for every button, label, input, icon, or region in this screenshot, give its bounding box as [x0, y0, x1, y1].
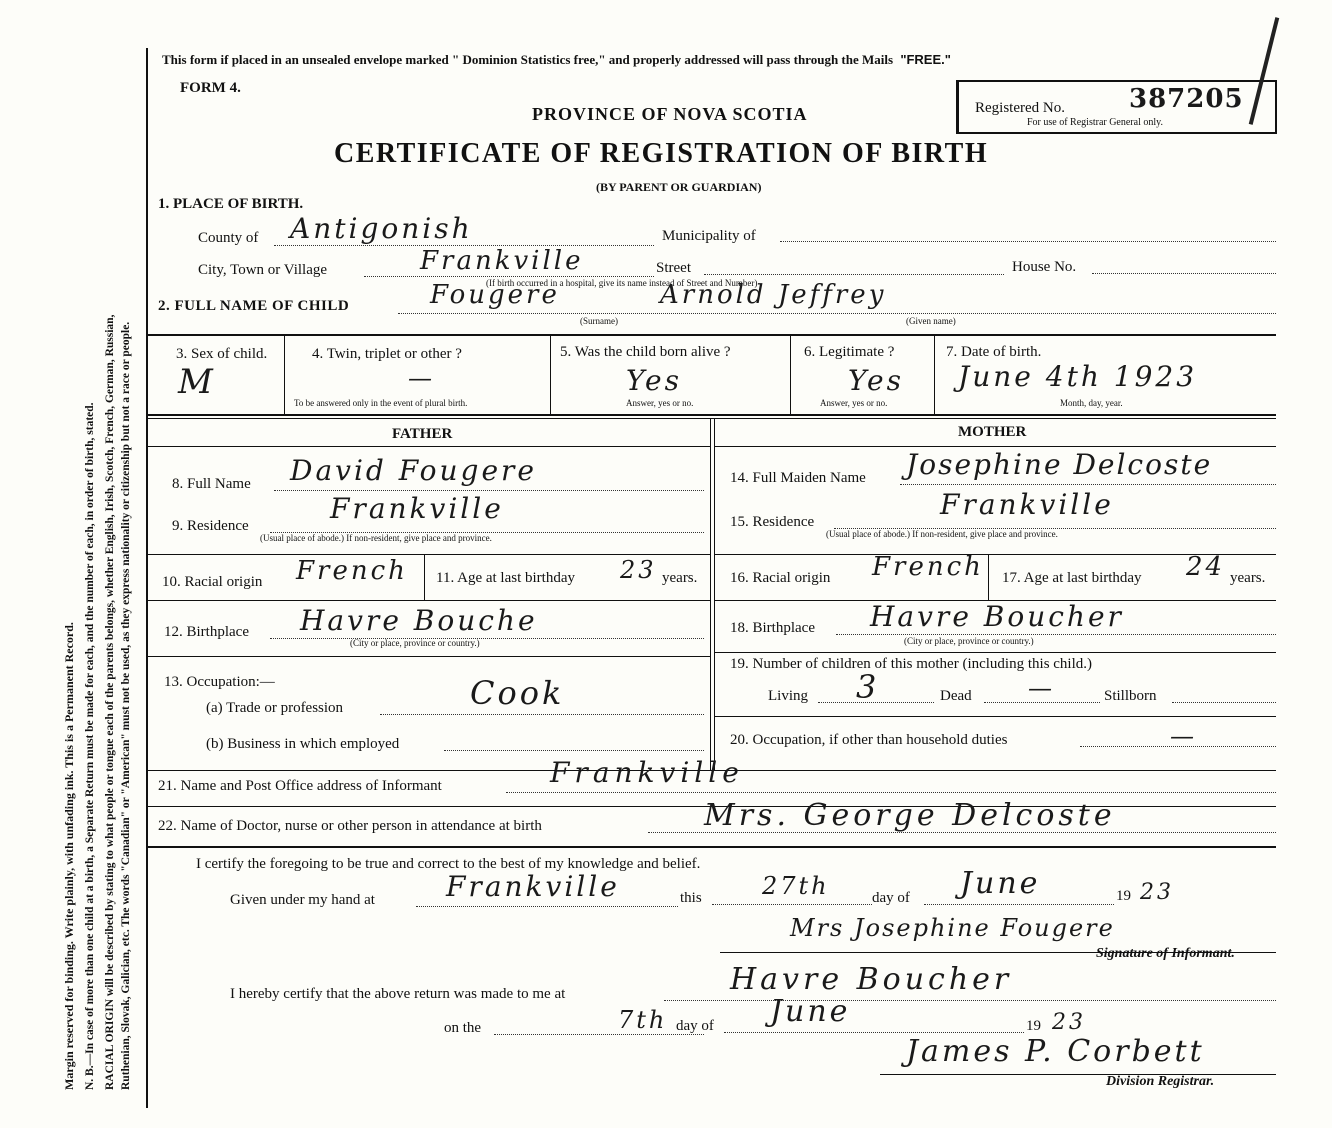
dob-value: June 4th 1923	[958, 360, 1198, 393]
mother-birthplace-dotted-line	[836, 634, 1276, 635]
divider	[550, 336, 551, 414]
registrar-day-dotted-line	[494, 1034, 704, 1035]
informant-dotted-line	[506, 792, 1276, 793]
city-label: City, Town or Village	[198, 262, 328, 278]
business-label: (b) Business in which employed	[206, 736, 400, 752]
registrar-day-value: 7th	[618, 1006, 668, 1034]
child-name-label: 2. FULL NAME OF CHILD	[158, 298, 350, 314]
certify-day-of-label: day of	[872, 890, 910, 906]
divider	[934, 336, 935, 414]
city-dotted-line	[364, 276, 654, 277]
form-left-border	[146, 48, 148, 1108]
father-age-value: 23	[620, 556, 657, 584]
mother-birthplace-value: Havre Boucher	[870, 600, 1124, 633]
registrar-place-dotted-line	[664, 1000, 1276, 1001]
doctor-label: 22. Name of Doctor, nurse or other person in attendance at birth	[158, 818, 542, 834]
father-occupation-label: 13. Occupation:—	[164, 674, 275, 690]
certificate-subtitle: (BY PARENT OR GUARDIAN)	[596, 180, 762, 194]
mother-birthplace-note: (City or place, province or country.)	[904, 636, 1034, 646]
dead-dotted-line	[984, 702, 1100, 703]
twin-value: —	[408, 364, 435, 392]
registrar-signature: James P. Corbett	[906, 1034, 1205, 1069]
mother-residence-note: (Usual place of abode.) If non-resident, give place and province.	[826, 529, 1058, 539]
certify-day-value: 27th	[762, 872, 830, 900]
mother-rule-5	[714, 716, 1276, 717]
certify-statement: I certify the foregoing to be true and correct to the best of my knowledge and belief.	[196, 856, 701, 872]
legitimate-note: Answer, yes or no.	[820, 398, 888, 408]
this-label: this	[680, 890, 702, 906]
street-note: (If birth occurred in a hospital, give its name instead of Street and Number)	[486, 278, 758, 288]
registrar-signature-label: Division Registrar.	[1106, 1074, 1215, 1089]
doctor-value: Mrs. George Delcoste	[704, 798, 1116, 833]
registrar-month-dotted-line	[724, 1032, 1024, 1033]
father-race-label: 10. Racial origin	[162, 574, 263, 590]
form-number: FORM 4.	[180, 80, 241, 96]
child-surname: Fougere	[430, 280, 560, 310]
dead-label: Dead	[940, 688, 972, 704]
registrar-day-of-label: day of	[676, 1018, 714, 1034]
informant-value: Frankville	[550, 756, 744, 789]
on-the-label: on the	[444, 1020, 482, 1036]
registrar-signature-line	[880, 1074, 1276, 1075]
mother-residence-label: 15. Residence	[730, 514, 815, 530]
mother-name-label: 14. Full Maiden Name	[730, 470, 866, 486]
father-residence-value: Frankville	[330, 492, 504, 525]
living-value: 3	[856, 668, 880, 706]
father-race-age-divider	[424, 554, 425, 600]
sex-value: M	[178, 362, 216, 402]
child-name-dotted-line	[398, 313, 1276, 314]
mother-years-label: years.	[1230, 570, 1266, 586]
house-dotted-line	[1092, 273, 1276, 274]
mother-age-label: 17. Age at last birthday	[1002, 570, 1142, 586]
county-label: County of	[198, 230, 259, 246]
mother-age-value: 24	[1186, 552, 1226, 582]
mail-notice-free: "FREE."	[900, 52, 951, 67]
father-residence-note: (Usual place of abode.) If non-resident, give place and province.	[260, 533, 492, 543]
mother-name-dotted-line	[900, 484, 1276, 485]
registrar-year-value: 23	[1052, 1010, 1086, 1035]
mother-race-value: French	[872, 552, 984, 582]
father-birthplace-dotted-line	[270, 638, 704, 639]
certify-year-prefix: 19	[1116, 888, 1131, 904]
certify-year-value: 23	[1140, 880, 1174, 905]
mail-notice	[162, 52, 951, 68]
father-age-label: 11. Age at last birthday	[436, 570, 575, 586]
mother-residence-value: Frankville	[940, 488, 1114, 521]
certify-month-value: June	[960, 866, 1041, 901]
dob-label: 7. Date of birth.	[946, 344, 1042, 360]
informant-signature-label: Signature of Informant.	[1096, 946, 1235, 961]
father-birthplace-value: Havre Bouche	[300, 604, 538, 637]
registered-box	[956, 80, 1277, 134]
municipality-dotted-line	[780, 241, 1276, 242]
certify-day-dotted-line	[712, 904, 872, 905]
mother-heading: MOTHER	[958, 424, 1027, 440]
father-rule-3	[148, 600, 710, 601]
mother-race-age-divider	[988, 554, 989, 600]
certify-month-dotted-line	[924, 904, 1114, 905]
living-label: Living	[768, 688, 808, 704]
father-rule	[148, 446, 710, 447]
section-divider	[148, 418, 1276, 419]
trade-value: Cook	[470, 674, 565, 712]
mail-notice-text: This form if placed in an unsealed envelope marked " Dominion Statistics free," and properly addressed will pass through the Mails	[162, 52, 894, 67]
registered-number: 387205	[1129, 84, 1244, 114]
registrar-year-prefix: 19	[1026, 1018, 1041, 1034]
registrar-month-value: June	[770, 994, 851, 1029]
margin-note-3: RACIAL ORIGIN will be described by stating to what people or tongue each of the parents belongs, whether English, Irish, Scotch, French, German, Russian,	[104, 314, 116, 1090]
father-rule-2	[148, 554, 710, 555]
alive-note: Answer, yes or no.	[626, 398, 694, 408]
father-race-value: French	[296, 556, 408, 586]
registered-label: Registered No.	[975, 100, 1065, 116]
county-value: Antigonish	[290, 212, 473, 245]
parent-divider-left	[710, 418, 711, 770]
province-heading: PROVINCE OF NOVA SCOTIA	[532, 104, 808, 124]
mother-occupation-label: 20. Occupation, if other than household duties	[730, 732, 1008, 748]
registrar-place-value: Havre Boucher	[730, 962, 1013, 997]
section-divider-4	[148, 846, 1276, 848]
given-place-dotted-line	[416, 906, 678, 907]
father-name-dotted-line	[274, 490, 704, 491]
informant-signature: Mrs Josephine Fougere	[790, 914, 1115, 942]
mother-race-label: 16. Racial origin	[730, 570, 831, 586]
father-years-label: years.	[662, 570, 698, 586]
surname-note: (Surname)	[580, 316, 618, 326]
business-dotted-line	[444, 750, 704, 751]
alive-value: Yes	[626, 364, 682, 397]
child-given-name: Arnold Jeffrey	[660, 280, 887, 310]
mother-rule-4	[714, 652, 1276, 653]
divider	[790, 336, 791, 414]
father-name-value: David Fougere	[290, 454, 537, 487]
stillborn-dotted-line	[1172, 702, 1276, 703]
trade-dotted-line	[380, 714, 704, 715]
stillborn-label: Stillborn	[1104, 688, 1157, 704]
registered-note: For use of Registrar General only.	[1027, 117, 1163, 128]
father-residence-label: 9. Residence	[172, 518, 249, 534]
children-count-label: 19. Number of children of this mother (including this child.)	[730, 656, 1093, 672]
given-place-value: Frankville	[446, 870, 620, 903]
margin-note-1: Margin reserved for binding. Write plainly, with unfading ink. This is a Permanent Record.	[62, 622, 76, 1090]
dead-value: —	[1028, 674, 1055, 702]
alive-label: 5. Was the child born alive ?	[560, 344, 731, 360]
given-name-note: (Given name)	[906, 316, 956, 326]
margin-note-4: Ruthenian, Slovak, Galician, etc. The words "Canadian" or "American" must not be used, as they express nationality or citizenship but not a race or people.	[120, 321, 132, 1090]
street-label: Street	[656, 260, 691, 276]
mother-birthplace-label: 18. Birthplace	[730, 620, 815, 636]
father-birthplace-label: 12. Birthplace	[164, 624, 249, 640]
dob-note: Month, day, year.	[1060, 398, 1123, 408]
trade-label: (a) Trade or profession	[206, 700, 344, 716]
registrar-statement: I hereby certify that the above return was made to me at	[230, 986, 566, 1002]
city-value: Frankville	[420, 246, 584, 276]
mother-rule	[714, 446, 1276, 447]
father-rule-4	[148, 656, 710, 657]
mother-name-value: Josephine Delcoste	[906, 448, 1213, 481]
divider	[284, 336, 285, 414]
place-of-birth-label: 1. PLACE OF BIRTH.	[158, 196, 304, 212]
father-name-label: 8. Full Name	[172, 476, 251, 492]
father-heading: FATHER	[392, 426, 453, 442]
vital-facts-row	[148, 334, 1276, 416]
house-label: House No.	[1012, 259, 1077, 275]
certificate-title: CERTIFICATE OF REGISTRATION OF BIRTH	[334, 138, 989, 169]
twin-label: 4. Twin, triplet or other ?	[312, 346, 462, 362]
informant-label: 21. Name and Post Office address of Informant	[158, 778, 442, 794]
given-under-hand-label: Given under my hand at	[230, 892, 375, 908]
father-birthplace-note: (City or place, province or country.)	[350, 638, 480, 648]
parent-divider-right	[714, 418, 715, 770]
sex-label: 3. Sex of child.	[176, 346, 268, 362]
mother-occupation-value: —	[1170, 722, 1197, 750]
legitimate-value: Yes	[848, 364, 904, 397]
margin-note-2: N. B.—In case of more than one child at a birth, a Separate Return must be made for each, and the number of each, in order of birth, stated.	[84, 402, 96, 1090]
street-dotted-line	[704, 274, 1004, 275]
legitimate-label: 6. Legitimate ?	[804, 344, 895, 360]
twin-note: To be answered only in the event of plural birth.	[294, 398, 468, 408]
municipality-label: Municipality of	[662, 228, 756, 244]
